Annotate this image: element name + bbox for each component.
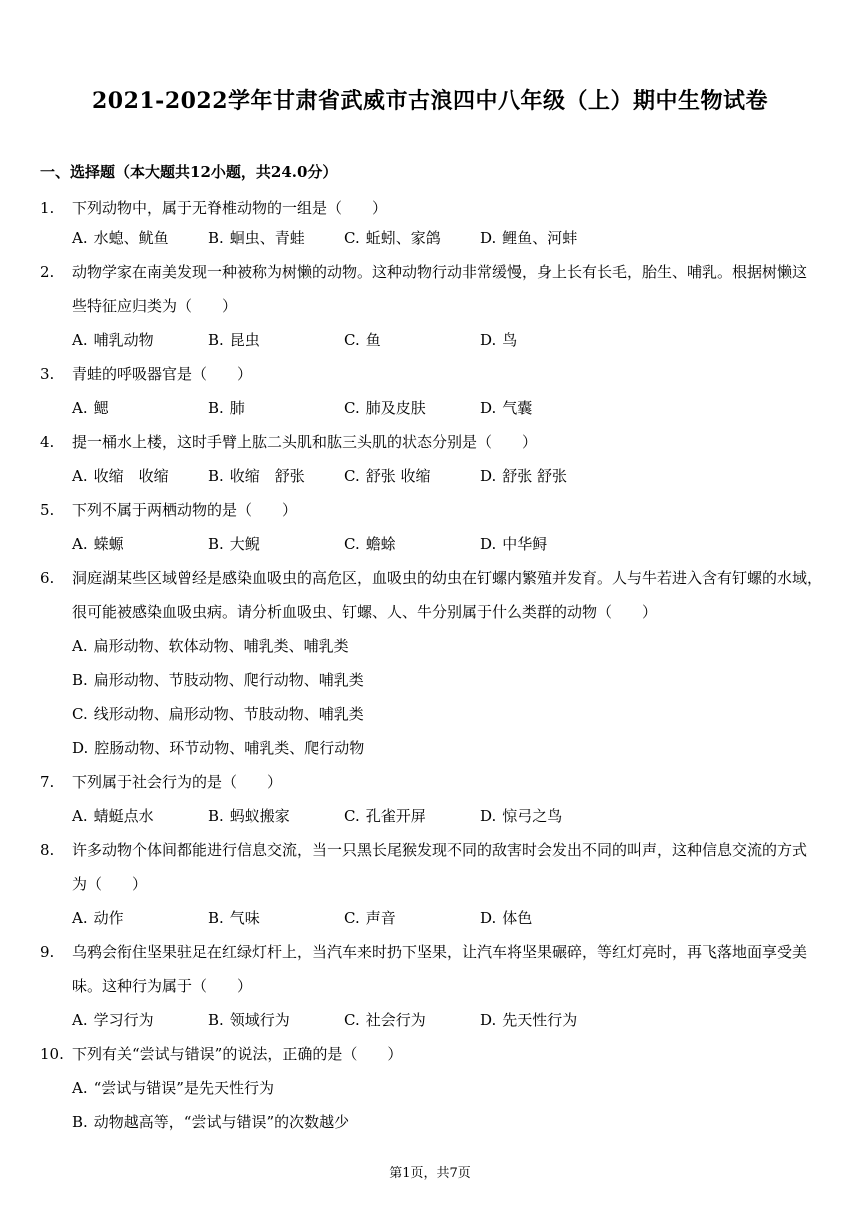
option-letter: C. — [344, 807, 360, 825]
answer-option — [72, 1010, 154, 1030]
question-number: 3. — [40, 365, 55, 383]
option-text: 中华鲟 — [502, 535, 548, 553]
answer-option — [344, 534, 396, 554]
option-letter: C. — [344, 331, 360, 349]
question-number: 9. — [40, 943, 55, 961]
option-text: 腔肠动物、环节动物、哺乳类、爬行动物 — [94, 739, 365, 757]
answer-option — [208, 1010, 290, 1030]
answer-option — [480, 466, 567, 486]
option-text: 蜻蜓点水 — [93, 807, 154, 825]
option-letter: A. — [72, 1011, 88, 1029]
answer-option — [480, 228, 577, 248]
answer-option — [72, 908, 124, 928]
option-text: 水螅、鱿鱼 — [93, 229, 169, 247]
page-title: 2021-2022学年甘肃省武威市古浪四中八年级（上）期中生物试卷 — [91, 88, 769, 114]
answer-option — [208, 466, 305, 486]
question-number: 8. — [40, 841, 55, 859]
answer-option — [344, 806, 426, 826]
question-text: 下列动物中，属于无脊椎动物的一组是（ ） — [72, 199, 388, 217]
option-text: 扁形动物、节肢动物、爬行动物、哺乳类 — [93, 671, 364, 689]
option-letter: C. — [72, 705, 88, 723]
option-letter: C. — [344, 1011, 360, 1029]
answer-option — [208, 228, 305, 248]
answer-option — [208, 806, 290, 826]
option-letter: A. — [72, 331, 88, 349]
option-letter: B. — [208, 909, 224, 927]
question-number: 6. — [40, 569, 55, 587]
option-letter: A. — [72, 229, 88, 247]
option-letter: D. — [72, 739, 89, 757]
option-text: 气囊 — [502, 399, 533, 417]
option-text: 鳃 — [93, 399, 109, 417]
option-text: 气味 — [229, 909, 260, 927]
option-text: 昆虫 — [229, 331, 260, 349]
option-text: 先天性行为 — [502, 1011, 578, 1029]
option-text: 鱼 — [365, 331, 381, 349]
question-number: 5. — [40, 501, 55, 519]
option-letter: A. — [72, 1079, 88, 1097]
option-letter: D. — [480, 331, 497, 349]
option-letter: C. — [344, 229, 360, 247]
answer-option — [72, 330, 154, 350]
question-number: 7. — [40, 773, 55, 791]
option-text: 舒张 收缩 — [365, 467, 431, 485]
option-letter: B. — [208, 1011, 224, 1029]
question-text: 些特征应归类为（ ） — [72, 297, 238, 315]
question-text: 为（ ） — [72, 875, 148, 893]
answer-option — [344, 466, 431, 486]
question-number: 1. — [40, 199, 55, 217]
answer-option — [72, 228, 169, 248]
answer-option — [480, 398, 532, 418]
option-text: 肺及皮肤 — [365, 399, 426, 417]
answer-option — [208, 398, 245, 418]
answer-option — [344, 908, 396, 928]
answer-option — [344, 330, 381, 350]
option-letter: A. — [72, 399, 88, 417]
option-text: 鸟 — [502, 331, 518, 349]
option-letter: D. — [480, 467, 497, 485]
answer-option — [344, 228, 441, 248]
option-text: 收缩 舒张 — [229, 467, 305, 485]
option-text: 声音 — [365, 909, 396, 927]
option-text: 肺 — [229, 399, 245, 417]
option-text: 学习行为 — [93, 1011, 154, 1029]
option-letter: D. — [480, 1011, 497, 1029]
answer-option — [480, 330, 517, 350]
question-text: 下列属于社会行为的是（ ） — [72, 773, 283, 791]
answer-option — [72, 636, 349, 656]
option-letter: B. — [208, 535, 224, 553]
answer-option — [72, 1112, 349, 1132]
answer-option — [480, 908, 532, 928]
option-text: 舒张 舒张 — [502, 467, 568, 485]
option-letter: A. — [72, 807, 88, 825]
option-letter: C. — [344, 399, 360, 417]
option-text: 蛔虫、青蛙 — [229, 229, 305, 247]
option-letter: A. — [72, 637, 88, 655]
option-letter: C. — [344, 535, 360, 553]
option-letter: B. — [208, 807, 224, 825]
page-footer: 第1页，共7页 — [389, 1166, 471, 1181]
question-text: 下列有关“尝试与错误”的说法，正确的是（ ） — [72, 1045, 403, 1063]
option-letter: B. — [208, 399, 224, 417]
question-text: 青蛙的呼吸器官是（ ） — [72, 365, 253, 383]
option-text: 领域行为 — [229, 1011, 290, 1029]
option-letter: D. — [480, 909, 497, 927]
answer-option — [72, 534, 124, 554]
option-text: 孔雀开屏 — [365, 807, 426, 825]
option-letter: C. — [344, 467, 360, 485]
answer-option — [72, 806, 154, 826]
answer-option — [480, 806, 562, 826]
answer-option — [72, 704, 364, 724]
answer-option — [72, 466, 169, 486]
option-text: 社会行为 — [365, 1011, 426, 1029]
option-letter: A. — [72, 467, 88, 485]
option-letter: A. — [72, 535, 88, 553]
option-text: 扁形动物、软体动物、哺乳类、哺乳类 — [93, 637, 349, 655]
option-text: 蟾蜍 — [365, 535, 396, 553]
option-letter: D. — [480, 535, 497, 553]
answer-option — [72, 398, 109, 418]
question-text: 很可能被感染血吸虫病。请分析血吸虫、钉螺、人、牛分别属于什么类群的动物（ ） — [72, 603, 658, 621]
option-text: 动物越高等，“尝试与错误”的次数越少 — [93, 1113, 350, 1131]
option-text: 蝾螈 — [93, 535, 124, 553]
answer-option — [208, 908, 260, 928]
option-letter: B. — [208, 467, 224, 485]
option-text: 哺乳动物 — [93, 331, 154, 349]
question-number: 10. — [40, 1045, 64, 1063]
option-text: 鲤鱼、河蚌 — [502, 229, 578, 247]
question-text: 味。这种行为属于（ ） — [72, 977, 253, 995]
option-text: 线形动物、扁形动物、节肢动物、哺乳类 — [93, 705, 364, 723]
question-text: 提一桶水上楼，这时手臂上肱二头肌和肱三头肌的状态分别是（ ） — [72, 433, 538, 451]
option-letter: B. — [208, 331, 224, 349]
option-text: 蚯蚓、家鸽 — [365, 229, 441, 247]
option-text: 体色 — [502, 909, 533, 927]
answer-option — [208, 534, 260, 554]
answer-option — [72, 738, 364, 758]
option-text: 大鲵 — [229, 535, 260, 553]
option-text: 蚂蚁搬家 — [229, 807, 290, 825]
option-letter: C. — [344, 909, 360, 927]
answer-option — [208, 330, 260, 350]
answer-option — [344, 398, 426, 418]
question-number: 2. — [40, 263, 55, 281]
answer-option — [72, 670, 364, 690]
option-letter: B. — [208, 229, 224, 247]
option-text: 惊弓之鸟 — [502, 807, 563, 825]
question-number: 4. — [40, 433, 55, 451]
question-text: 许多动物个体间都能进行信息交流，当一只黑长尾猴发现不同的敌害时会发出不同的叫声，这种信息交流的方式 — [72, 841, 808, 859]
option-letter: D. — [480, 229, 497, 247]
option-text: 收缩 收缩 — [93, 467, 169, 485]
option-letter: B. — [72, 1113, 88, 1131]
question-text: 动物学家在南美发现一种被称为树懒的动物。这种动物行动非常缓慢，身上长有长毛，胎生、哺乳。根据树懒这 — [72, 263, 808, 281]
option-text: “尝试与错误”是先天性行为 — [93, 1079, 274, 1097]
answer-option — [72, 1078, 274, 1098]
option-letter: D. — [480, 807, 497, 825]
answer-option — [344, 1010, 426, 1030]
option-letter: A. — [72, 909, 88, 927]
question-text: 乌鸦会衔住坚果驻足在红绿灯杆上，当汽车来时扔下坚果，让汽车将坚果碾碎，等红灯亮时，再飞落地面享受美 — [72, 943, 808, 961]
option-letter: D. — [480, 399, 497, 417]
question-text: 下列不属于两栖动物的是（ ） — [72, 501, 298, 519]
answer-option — [480, 534, 547, 554]
question-text: 洞庭湖某些区域曾经是感染血吸虫的高危区，血吸虫的幼虫在钉螺内繁殖并发育。人与牛若进入含有钉螺的水域， — [72, 569, 823, 587]
section-heading: 一、选择题（本大题共12小题，共24.0分） — [40, 163, 338, 181]
option-letter: B. — [72, 671, 88, 689]
option-text: 动作 — [93, 909, 124, 927]
answer-option — [480, 1010, 577, 1030]
